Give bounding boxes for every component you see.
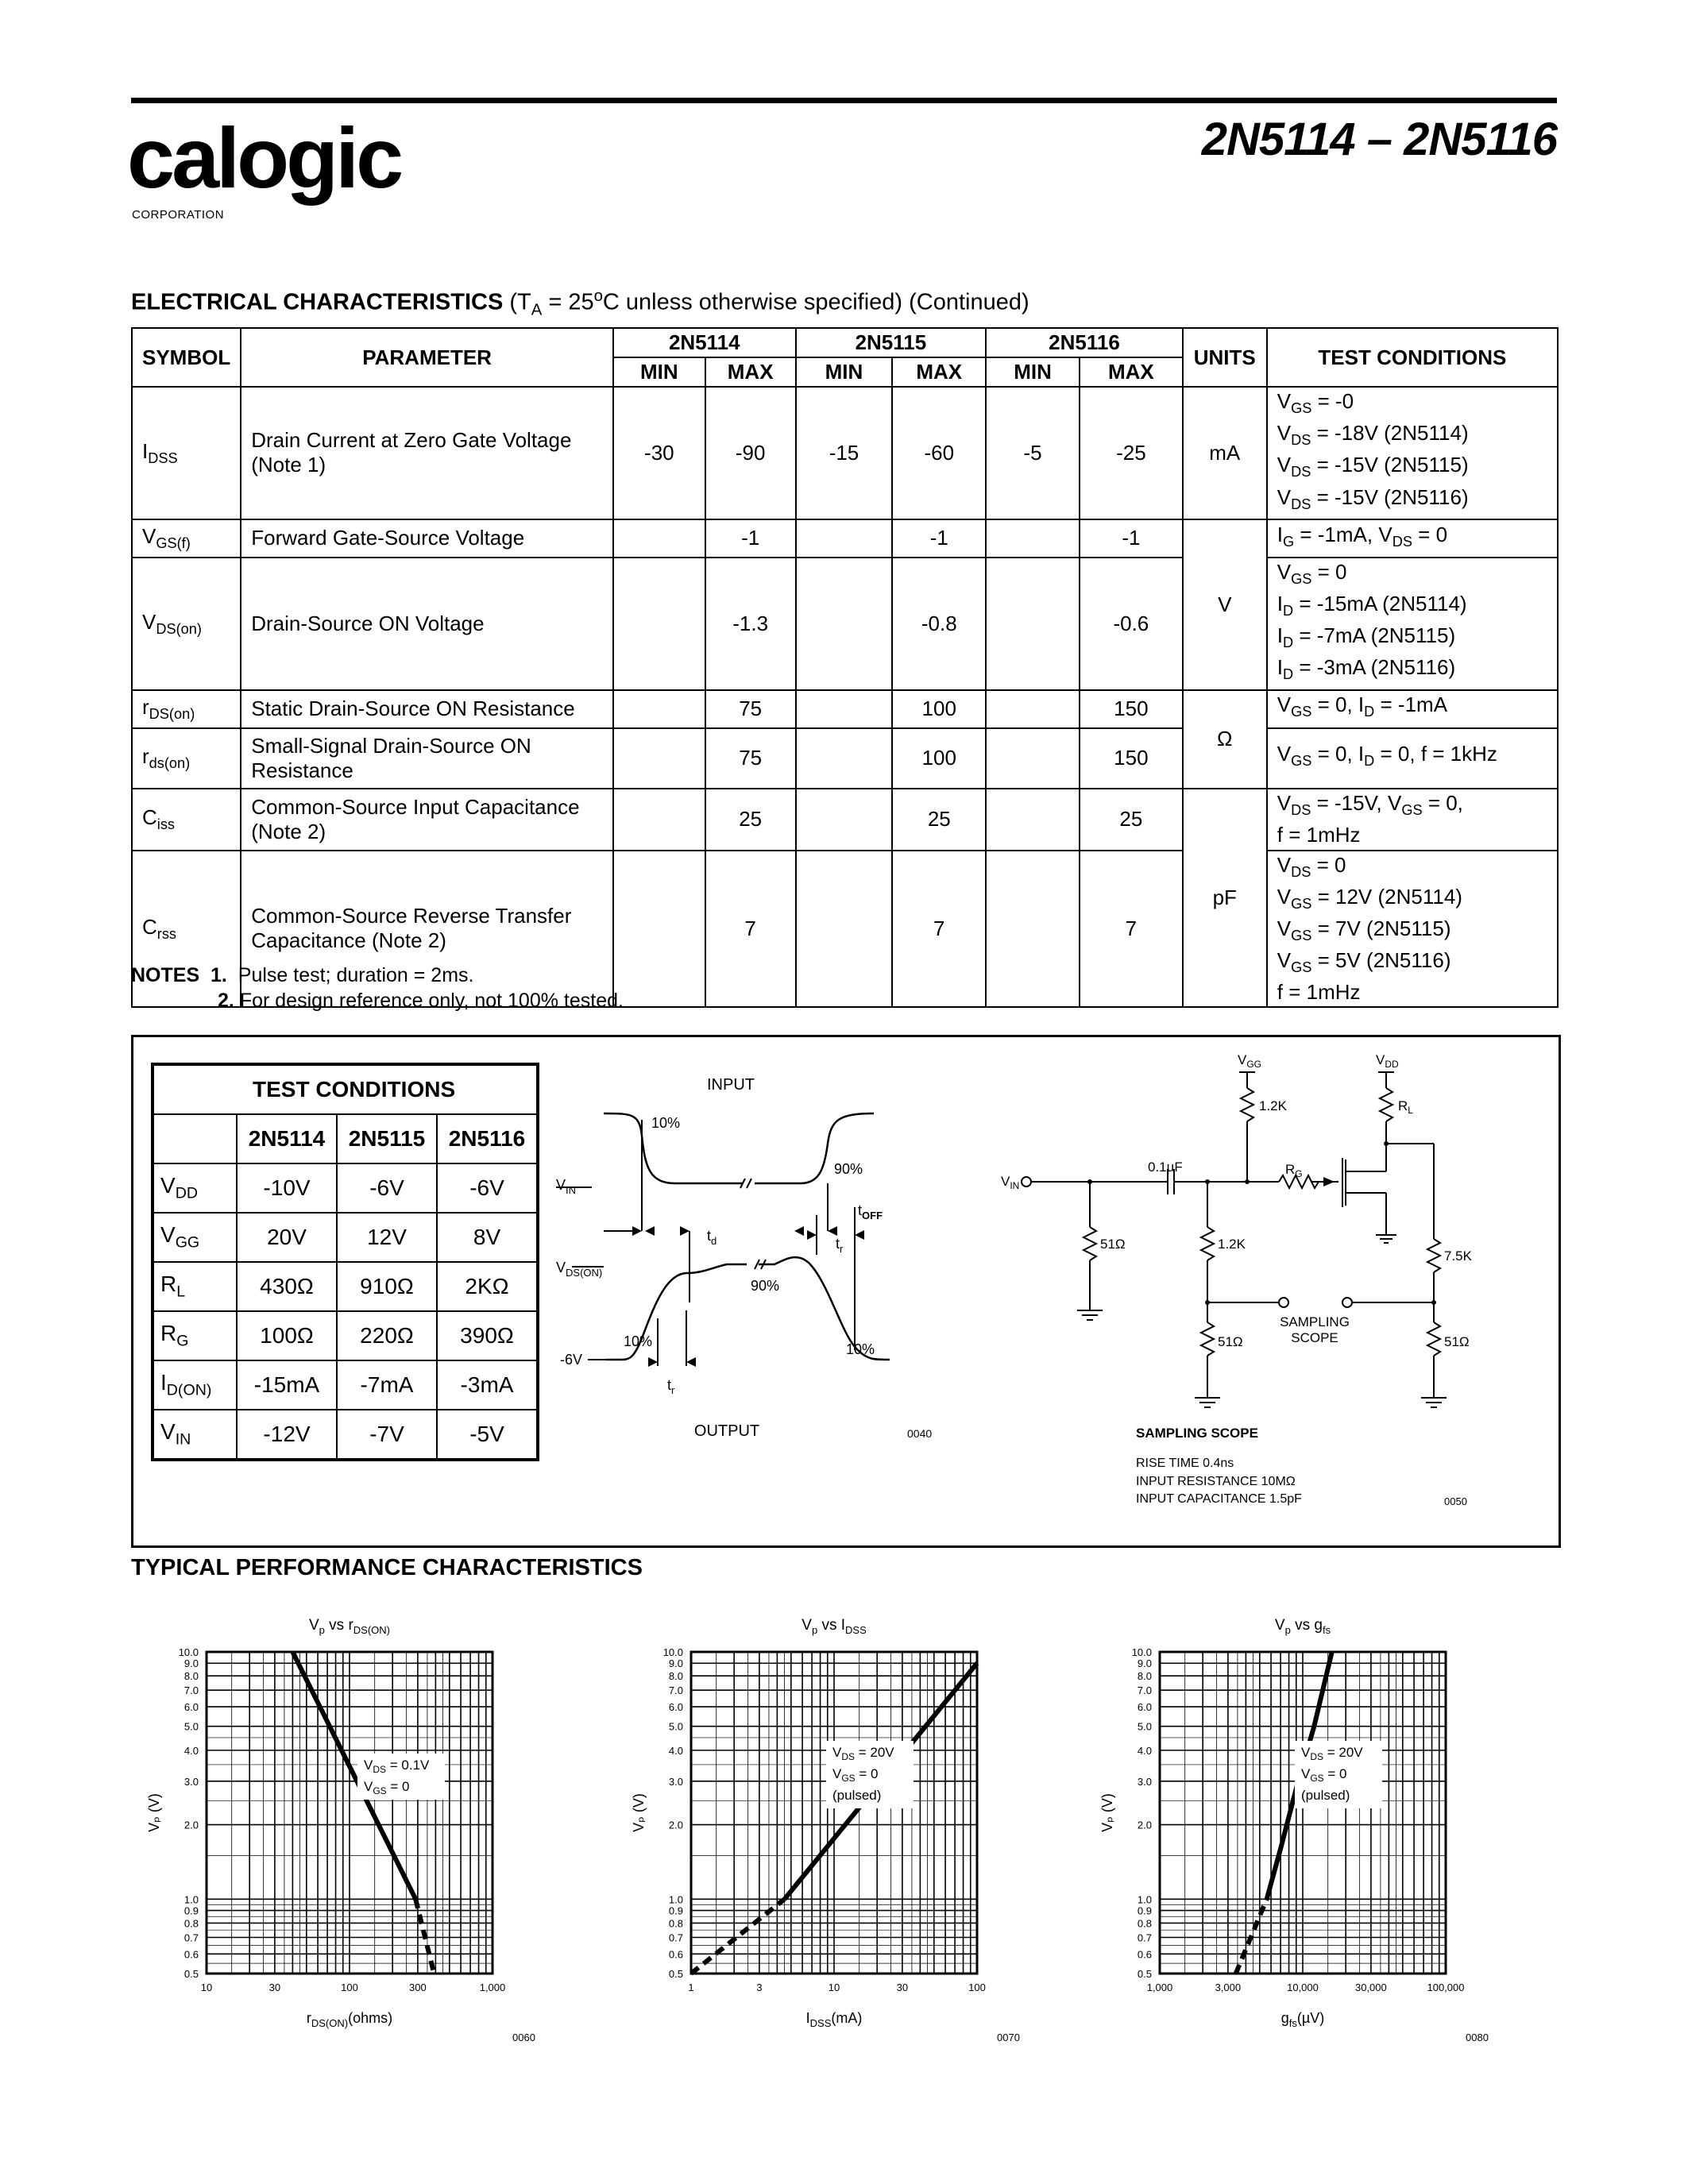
chart-ytick-label: 2.0	[183, 1819, 199, 1831]
tc-value: 100Ω	[237, 1311, 337, 1360]
test-conditions-table	[151, 1063, 539, 1461]
ec-test-condition: $V_{GS} = 0$, $I_D = 0$, f = 1kHz	[1267, 728, 1558, 789]
ec-value: -0.6	[1080, 558, 1183, 690]
ec-row	[132, 519, 1558, 558]
chart-annotation: $V_{DS} = 0.1V$	[364, 1758, 430, 1775]
electrical-characteristics-table	[131, 327, 1559, 1008]
ec-value	[796, 728, 893, 789]
chart-annotation: (pulsed)	[1301, 1788, 1350, 1803]
chart-ytick-label: 5.0	[183, 1720, 199, 1733]
ec-value	[613, 851, 705, 1008]
ec-parameter: Forward Gate-Source Voltage	[241, 519, 613, 558]
ec-test-condition: $I_G = -1mA$, $V_{DS} = 0$	[1267, 519, 1558, 558]
chart-ytick-label: 3.0	[1137, 1775, 1152, 1788]
ec-value: 100	[892, 690, 986, 728]
chart-xtick-label: 30	[268, 1981, 281, 1993]
waveform-10pct-c: 10%	[846, 1341, 875, 1357]
chart-ytick-label: 1.0	[668, 1893, 683, 1906]
chart-ytick-label: 6.0	[668, 1701, 683, 1714]
ec-value: 25	[892, 789, 986, 851]
part-number-range: 2N5114 – 2N5116	[1201, 114, 1557, 165]
col-header-2n5114: 2N5114	[613, 328, 796, 357]
ec-value: 7	[892, 851, 986, 1008]
chart-ytick-label: 0.5	[183, 1968, 199, 1980]
ec-value: -15	[796, 387, 893, 519]
circuit-scope-label: SAMPLING	[1280, 1314, 1350, 1329]
ec-value	[796, 519, 893, 558]
chart-ytick-label: 10.0	[662, 1646, 683, 1658]
tc-value: -7V	[337, 1410, 437, 1460]
tc-row	[153, 1360, 538, 1410]
ec-unit: V	[1183, 519, 1267, 690]
tc-row	[153, 1410, 538, 1460]
chart-ytick-label: 8.0	[668, 1670, 683, 1683]
chart-xtick-label: 100,000	[1427, 1981, 1465, 1993]
ec-row	[132, 789, 1558, 851]
chart-figure-code: 0070	[997, 2032, 1020, 2043]
waveform-vds-label: $V_{DS(ON)}$	[556, 1260, 603, 1279]
circuit-scope-label-2: SCOPE	[1291, 1330, 1338, 1345]
chart-ylabel: Vₚ (V)	[1099, 1793, 1115, 1832]
ec-test-condition: $V_{DS} = 0$ $V_{GS} = 12V$ (2N5114) $V_{GS} = 7V$ (2N5115) $V_{GS} = 5V$ (2N5116) f = 1mHz	[1267, 851, 1558, 1008]
ec-value	[796, 789, 893, 851]
ec-value: -1	[892, 519, 986, 558]
notes: NOTES 1. Pulse test; duration = 2ms. 2. For design reference only, not 100% tested.	[131, 964, 624, 1012]
chart-ytick-label: 0.7	[1137, 1931, 1152, 1944]
waveform-toff-label: $t_{OFF}$	[858, 1202, 883, 1221]
col-header-max: MAX	[892, 357, 986, 387]
chart-annotation: $V_{DS} = 20V$	[1301, 1745, 1363, 1762]
col-header-min: MIN	[986, 357, 1080, 387]
waveform-10pct-a: 10%	[651, 1115, 681, 1131]
ec-value: 7	[705, 851, 796, 1008]
chart-xtick-label: 100	[341, 1981, 358, 1993]
col-header-parameter: PARAMETER	[241, 328, 613, 387]
tc-row	[153, 1262, 538, 1311]
tc-value: 8V	[437, 1213, 538, 1262]
tc-value: -6V	[337, 1163, 437, 1213]
ec-value	[613, 519, 705, 558]
circuit-r51-b: 51Ω	[1218, 1334, 1243, 1349]
tc-value: 20V	[237, 1213, 337, 1262]
waveform-figure-code: 0040	[907, 1427, 933, 1440]
chart-xtick-label: 300	[409, 1981, 427, 1993]
ec-value	[613, 690, 705, 728]
chart-ytick-label: 1.0	[183, 1893, 199, 1906]
ec-value: -25	[1080, 387, 1183, 519]
col-header-units: UNITS	[1183, 328, 1267, 387]
circuit-r-7-5k: 7.5K	[1444, 1248, 1472, 1264]
tc-value: -7mA	[337, 1360, 437, 1410]
ec-value	[796, 690, 893, 728]
chart-ytick-label: 0.6	[183, 1948, 199, 1961]
chart-annotation: $V_{GS} = 0$	[364, 1779, 410, 1796]
waveform-90pct-a: 90%	[834, 1161, 863, 1177]
chart-ytick-label: 9.0	[668, 1657, 683, 1670]
ec-value: -30	[613, 387, 705, 519]
waveform-90pct-b: 90%	[751, 1278, 780, 1294]
waveform-tr-label-a: $t_r$	[836, 1236, 844, 1255]
scope-specs-title: SAMPLING SCOPE	[1136, 1426, 1258, 1441]
waveform-tr-label-b: $t_r$	[667, 1377, 675, 1396]
tc-col-2n5116: 2N5116	[437, 1114, 538, 1163]
ec-value: -1	[705, 519, 796, 558]
ec-row	[132, 558, 1558, 690]
chart-ytick-label: 0.5	[1137, 1968, 1152, 1980]
circuit-r-1-2k-a: 1.2K	[1259, 1098, 1287, 1113]
ec-symbol: $r_{DS(on)}$	[132, 690, 241, 728]
section-title-typical-performance: TYPICAL PERFORMANCE CHARACTERISTICS	[131, 1555, 643, 1580]
chart-annotation: (pulsed)	[832, 1788, 882, 1803]
circuit-vin-label: $V_{IN}$	[1001, 1174, 1020, 1191]
ec-symbol: $V_{DS(on)}$	[132, 558, 241, 690]
waveform-output-label: OUTPUT	[693, 1422, 760, 1440]
ec-value: -5	[986, 387, 1080, 519]
chart-ytick-label: 0.9	[183, 1904, 199, 1917]
chart-xtick-label: 3,000	[1215, 1981, 1242, 1993]
scope-spec-input-resistance: INPUT RESISTANCE 10MΩ	[1136, 1475, 1296, 1488]
chart-ytick-label: 0.8	[183, 1917, 199, 1930]
switching-waveform-diagram	[556, 1064, 1001, 1461]
tc-row	[153, 1213, 538, 1262]
tc-row-label: $R_L$	[153, 1262, 237, 1311]
chart-ytick-label: 0.7	[668, 1931, 683, 1944]
ec-test-condition: $V_{GS} = 0$, $I_D = -1mA$	[1267, 690, 1558, 728]
chart-title: $V_p$ vs $I_{DSS}$	[802, 1617, 867, 1636]
test-conditions-title: TEST CONDITIONS	[237, 1064, 538, 1114]
chart-title: $V_p$ vs $r_{DS(ON)}$	[308, 1617, 391, 1636]
ec-parameter: Drain-Source ON Voltage	[241, 558, 613, 690]
tc-value: 430Ω	[237, 1262, 337, 1311]
chart-title: $V_p$ vs $g_{fs}$	[1274, 1617, 1331, 1636]
waveform-input-label: INPUT	[707, 1076, 755, 1094]
chart-xtick-label: 10	[828, 1981, 840, 1993]
chart-ytick-label: 9.0	[183, 1657, 199, 1670]
chart-annotation: $V_{GS} = 0$	[832, 1766, 879, 1784]
ec-value	[986, 690, 1080, 728]
ec-value	[986, 558, 1080, 690]
ec-value: -1	[1080, 519, 1183, 558]
ec-symbol: $V_{GS(f)}$	[132, 519, 241, 558]
scope-spec-rise-time: RISE TIME 0.4ns	[1136, 1457, 1234, 1470]
ec-value: 75	[705, 690, 796, 728]
chart-xtick-label: 10,000	[1287, 1981, 1319, 1993]
ec-unit: pF	[1183, 789, 1267, 1008]
chart-ytick-label: 8.0	[183, 1670, 199, 1683]
ec-value	[613, 728, 705, 789]
ec-symbol: $I_{DSS}$	[132, 387, 241, 519]
chart-xtick-label: 1,000	[479, 1981, 506, 1993]
circuit-vdd-label: $V_{DD}$	[1376, 1052, 1399, 1070]
ec-value	[796, 558, 893, 690]
ec-value: 150	[1080, 728, 1183, 789]
chart-ytick-label: 4.0	[1137, 1744, 1152, 1757]
tc-row	[153, 1163, 538, 1213]
ec-row	[132, 728, 1558, 789]
chart-ytick-label: 2.0	[1137, 1819, 1152, 1831]
chart-figure-code: 0080	[1466, 2032, 1489, 2043]
ec-test-condition: $V_{DS} = -15V$, $V_{GS} = 0$, f = 1mHz	[1267, 789, 1558, 851]
circuit-r51-c: 51Ω	[1444, 1334, 1470, 1349]
chart-xtick-label: 1	[688, 1981, 694, 1993]
ec-value: 75	[705, 728, 796, 789]
tc-value: -3mA	[437, 1360, 538, 1410]
chart-ytick-label: 0.8	[1137, 1917, 1152, 1930]
chart-ytick-label: 7.0	[668, 1684, 683, 1697]
ec-value	[986, 519, 1080, 558]
tc-row-label: $R_G$	[153, 1311, 237, 1360]
tc-value: 12V	[337, 1213, 437, 1262]
tc-value: -15mA	[237, 1360, 337, 1410]
col-header-symbol: SYMBOL	[132, 328, 241, 387]
chart-ylabel: Vₚ (V)	[631, 1793, 647, 1832]
scope-spec-input-capacitance: INPUT CAPACITANCE 1.5pF	[1136, 1492, 1302, 1506]
chart-ytick-label: 0.9	[1137, 1904, 1152, 1917]
ec-parameter: Common-Source Input Capacitance (Note 2)	[241, 789, 613, 851]
chart-ytick-label: 8.0	[1137, 1670, 1152, 1683]
col-header-2n5116: 2N5116	[986, 328, 1183, 357]
ec-value: 25	[705, 789, 796, 851]
col-header-min: MIN	[796, 357, 893, 387]
chart-ytick-label: 0.7	[183, 1931, 199, 1944]
chart-xtick-label: 10	[200, 1981, 213, 1993]
circuit-rg-label: $R_G$	[1285, 1162, 1303, 1179]
chart-ytick-label: 0.6	[668, 1948, 683, 1961]
ec-value	[986, 728, 1080, 789]
company-subtitle: CORPORATION	[132, 208, 225, 222]
ec-value	[796, 851, 893, 1008]
chart-ytick-label: 6.0	[1137, 1701, 1152, 1714]
chart-ytick-label: 3.0	[668, 1775, 683, 1788]
test-circuit-schematic	[985, 1040, 1557, 1517]
chart-ylabel: Vₚ (V)	[146, 1793, 162, 1832]
tc-row	[153, 1311, 538, 1360]
ec-value: -90	[705, 387, 796, 519]
chart-xtick-label: 30,000	[1354, 1981, 1387, 1993]
tc-value: -10V	[237, 1163, 337, 1213]
waveform-minus6v-label: -6V	[560, 1352, 583, 1368]
chart-ytick-label: 0.5	[668, 1968, 683, 1980]
ec-value: -60	[892, 387, 986, 519]
ec-test-condition: $V_{GS} = -0$ $V_{DS} = -18V$ (2N5114) $V_{DS} = -15V$ (2N5115) $V_{DS} = -15V$ (2N5116)	[1267, 387, 1558, 519]
ec-value: -0.8	[892, 558, 986, 690]
waveform-vin-label: $V_{IN}$	[556, 1177, 577, 1196]
chart-ytick-label: 0.8	[668, 1917, 683, 1930]
chart-xlabel: $r_{DS(ON)}(ohms)$	[306, 2010, 393, 2029]
chart-vp-vs-rdson	[111, 1588, 620, 2049]
circuit-r51-a: 51Ω	[1100, 1237, 1126, 1252]
chart-ytick-label: 3.0	[183, 1775, 199, 1788]
chart-ytick-label: 7.0	[1137, 1684, 1152, 1697]
chart-ytick-label: 4.0	[183, 1744, 199, 1757]
chart-ytick-label: 2.0	[668, 1819, 683, 1831]
chart-xtick-label: 3	[756, 1981, 763, 1993]
circuit-r-1-2k-b: 1.2K	[1218, 1237, 1246, 1252]
chart-ytick-label: 1.0	[1137, 1893, 1152, 1906]
ec-value	[613, 789, 705, 851]
chart-ytick-label: 6.0	[183, 1701, 199, 1714]
chart-ytick-label: 5.0	[668, 1720, 683, 1733]
chart-ytick-label: 9.0	[1137, 1657, 1152, 1670]
col-header-max: MAX	[705, 357, 796, 387]
chart-vp-vs-gfs	[1064, 1588, 1573, 2049]
tc-col-2n5115: 2N5115	[337, 1114, 437, 1163]
circuit-vgg-label: $V_{GG}$	[1238, 1052, 1262, 1070]
ec-parameter: Common-Source Reverse Transfer Capacitance (Note 2)	[241, 851, 613, 1008]
tc-row-label: $V_{DD}$	[153, 1163, 237, 1213]
col-header-min: MIN	[613, 357, 705, 387]
ec-value	[986, 789, 1080, 851]
tc-row-label: $V_{GG}$	[153, 1213, 237, 1262]
chart-annotation: $V_{DS} = 20V$	[832, 1745, 894, 1762]
waveform-10pct-b: 10%	[624, 1333, 653, 1349]
chart-figure-code: 0060	[512, 2032, 535, 2043]
tc-row-label: $V_{IN}$	[153, 1410, 237, 1460]
chart-xtick-label: 30	[896, 1981, 909, 1993]
chart-ytick-label: 10.0	[178, 1646, 199, 1658]
ec-test-condition: $V_{GS} = 0$ $I_D = -15mA$ (2N5114) $I_D = -7mA$ (2N5115) $I_D = -3mA$ (2N5116)	[1267, 558, 1558, 690]
tc-value: -5V	[437, 1410, 538, 1460]
ec-parameter: Small-Signal Drain-Source ON Resistance	[241, 728, 613, 789]
col-header-2n5115: 2N5115	[796, 328, 987, 357]
ec-value: 150	[1080, 690, 1183, 728]
ec-value: 7	[1080, 851, 1183, 1008]
tc-value: 390Ω	[437, 1311, 538, 1360]
chart-xtick-label: 100	[968, 1981, 986, 1993]
ec-symbol: $r_{ds(on)}$	[132, 728, 241, 789]
ec-row	[132, 690, 1558, 728]
ec-value: 100	[892, 728, 986, 789]
chart-ytick-label: 4.0	[668, 1744, 683, 1757]
col-header-max: MAX	[1080, 357, 1183, 387]
tc-value: 910Ω	[337, 1262, 437, 1311]
chart-xlabel: $g_{fs}(\mu V)$	[1280, 2010, 1325, 2029]
ec-row	[132, 387, 1558, 519]
ec-parameter: Static Drain-Source ON Resistance	[241, 690, 613, 728]
tc-row-label: $I_{D(ON)}$	[153, 1360, 237, 1410]
tc-value: -12V	[237, 1410, 337, 1460]
circuit-figure-code: 0050	[1444, 1495, 1467, 1507]
header-rule	[131, 98, 1557, 103]
chart-ytick-label: 7.0	[183, 1684, 199, 1697]
circuit-cap-label: 0.1µF	[1148, 1160, 1183, 1175]
company-logo: calogic	[127, 110, 401, 206]
ec-unit: mA	[1183, 387, 1267, 519]
ec-value	[986, 851, 1080, 1008]
chart-ytick-label: 10.0	[1131, 1646, 1152, 1658]
section-title-electrical: ELECTRICAL CHARACTERISTICS ($T_A = 25^oC$ unless otherwise specified) (Continued)	[131, 287, 1029, 319]
tc-value: 220Ω	[337, 1311, 437, 1360]
chart-xlabel: $I_{DSS}(mA)$	[805, 2010, 863, 2029]
tc-value: -6V	[437, 1163, 538, 1213]
chart-annotation: $V_{GS} = 0$	[1301, 1766, 1347, 1784]
ec-value	[613, 558, 705, 690]
col-header-test-conditions: TEST CONDITIONS	[1267, 328, 1558, 387]
waveform-td-label: $t_d$	[707, 1228, 717, 1247]
chart-xtick-label: 1,000	[1146, 1981, 1173, 1993]
chart-ytick-label: 0.9	[668, 1904, 683, 1917]
tc-value: 2KΩ	[437, 1262, 538, 1311]
ec-value: -1.3	[705, 558, 796, 690]
chart-ytick-label: 0.6	[1137, 1948, 1152, 1961]
ec-symbol: $C_{iss}$	[132, 789, 241, 851]
tc-col-2n5114: 2N5114	[237, 1114, 337, 1163]
chart-ytick-label: 5.0	[1137, 1720, 1152, 1733]
ec-value: 25	[1080, 789, 1183, 851]
ec-parameter: Drain Current at Zero Gate Voltage (Note 1)	[241, 387, 613, 519]
ec-symbol: $C_{rss}$	[132, 851, 241, 1008]
circuit-rl-label: $R_L$	[1398, 1098, 1413, 1116]
ec-unit: Ω	[1183, 690, 1267, 789]
chart-vp-vs-idss	[596, 1588, 1104, 2049]
